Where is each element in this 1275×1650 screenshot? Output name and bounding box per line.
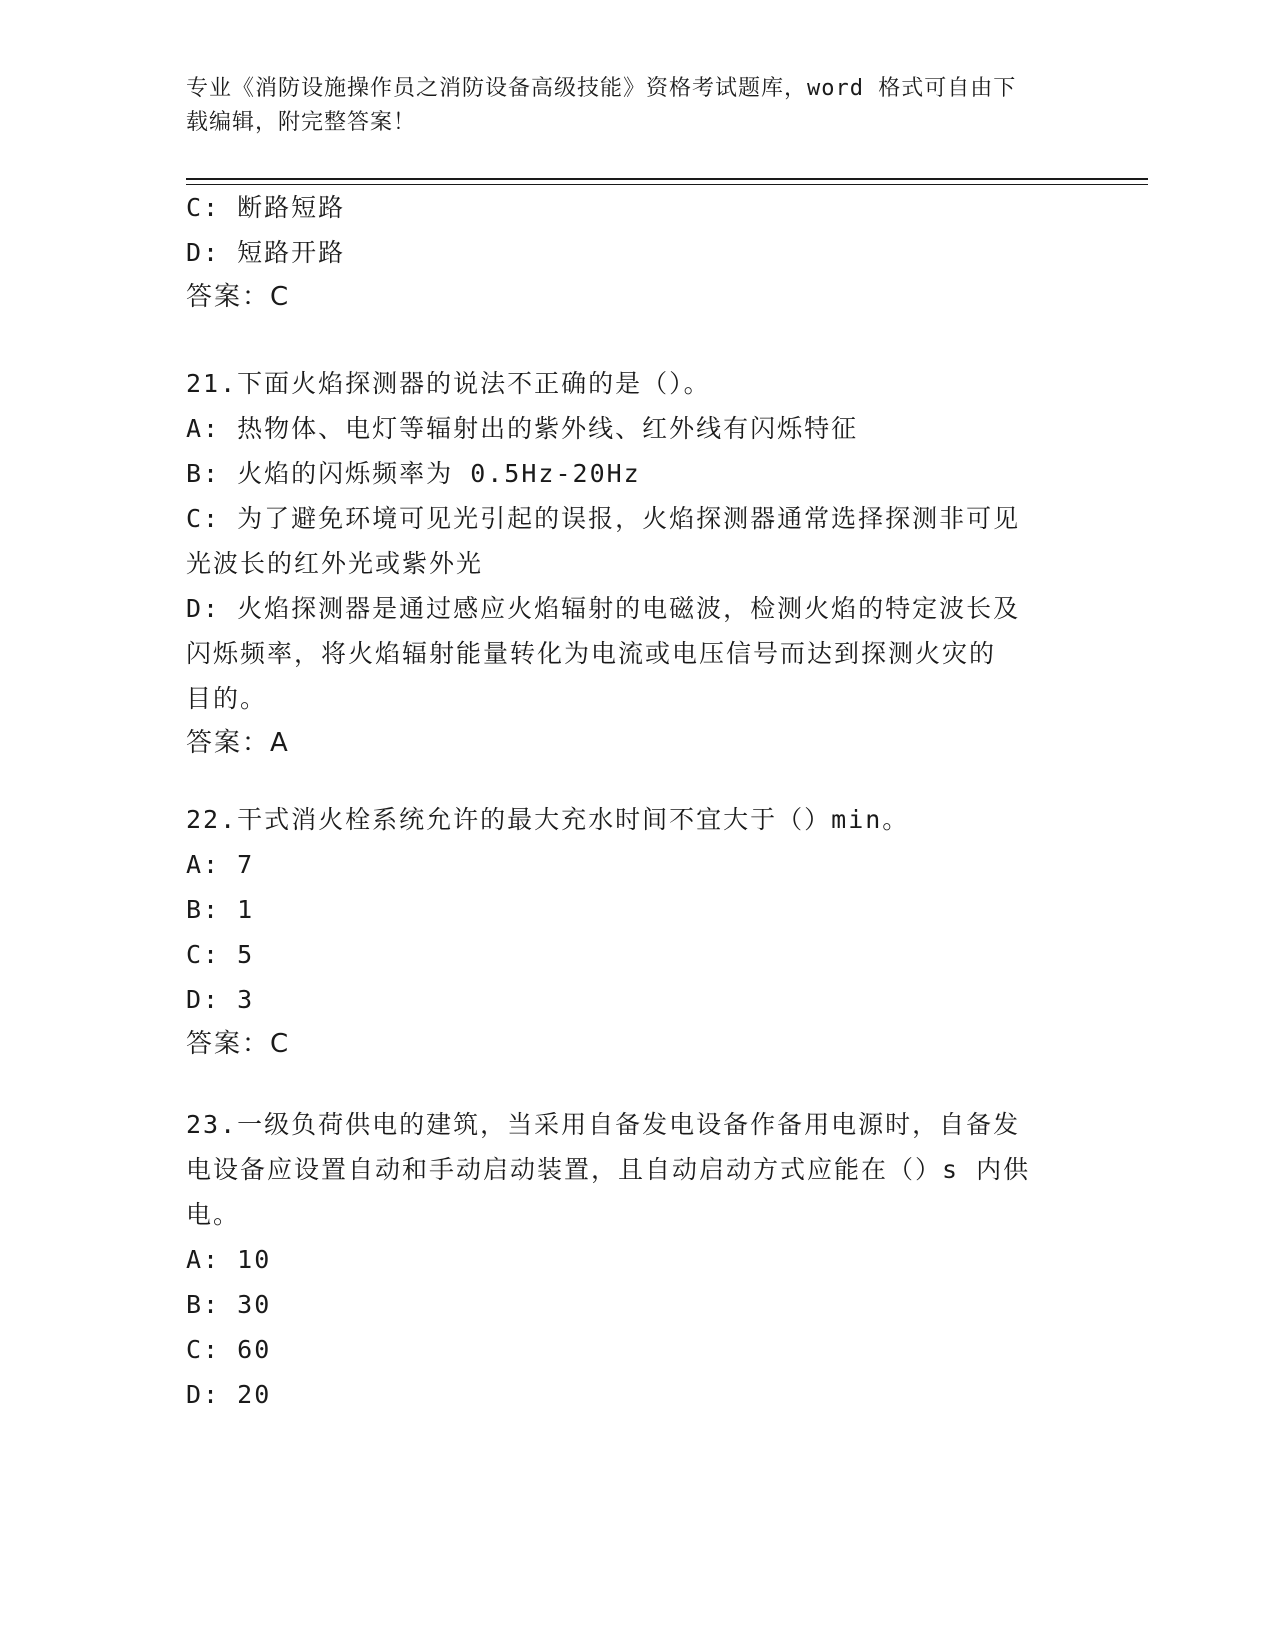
document-header — [186, 72, 1066, 140]
option-b: B: 火焰的闪烁频率为 0.5Hz-20Hz — [186, 459, 641, 488]
option-c-line-1: C: 为了避免环境可见光引起的误报，火焰探测器通常选择探测非可见 — [186, 504, 1021, 533]
option-b: B: 1 — [186, 895, 255, 924]
question-stem: 21.下面火焰探测器的说法不正确的是（）。 — [186, 369, 711, 398]
option-a: A: 7 — [186, 850, 255, 879]
answer-label: 答案：C — [186, 282, 291, 312]
question-21-block — [186, 361, 1086, 766]
question-23-block — [186, 1102, 1086, 1417]
question-22-block — [186, 797, 1086, 1067]
header-rule-thick — [186, 178, 1148, 180]
option-b: B: 30 — [186, 1290, 272, 1319]
question-stem-line-3: 电。 — [186, 1200, 241, 1229]
option-d-line-3: 目的。 — [186, 684, 268, 713]
header-line-2: 载编辑，附完整答案！ — [186, 110, 417, 135]
question-stem-line-1: 23.一级负荷供电的建筑，当采用自备发电设备作备用电源时，自备发 — [186, 1110, 1021, 1139]
option-a: A: 热物体、电灯等辐射出的紫外线、红外线有闪烁特征 — [186, 414, 859, 443]
option-d-line-1: D: 火焰探测器是通过感应火焰辐射的电磁波，检测火焰的特定波长及 — [186, 594, 1021, 623]
question-stem: 22.干式消火栓系统允许的最大充水时间不宜大于（）min。 — [186, 805, 910, 834]
option-d: D: 3 — [186, 985, 255, 1014]
prev-question-block — [186, 185, 1086, 320]
option-d: D: 20 — [186, 1380, 272, 1409]
option-c: C: 5 — [186, 940, 255, 969]
header-line-1: 专业《消防设施操作员之消防设备高级技能》资格考试题库，word 格式可自由下 — [186, 76, 1017, 101]
answer-label: 答案：C — [186, 1029, 291, 1059]
option-c: C: 断路短路 — [186, 193, 346, 222]
option-c: C: 60 — [186, 1335, 272, 1364]
answer-label: 答案：A — [186, 728, 290, 758]
option-c-line-2: 光波长的红外光或紫外光 — [186, 549, 484, 578]
question-stem-line-2: 电设备应设置自动和手动启动装置，且自动启动方式应能在（）s 内供 — [186, 1155, 1031, 1184]
option-a: A: 10 — [186, 1245, 272, 1274]
option-d-line-2: 闪烁频率，将火焰辐射能量转化为电流或电压信号而达到探测火灾的 — [186, 639, 997, 668]
option-d: D: 短路开路 — [186, 238, 346, 267]
